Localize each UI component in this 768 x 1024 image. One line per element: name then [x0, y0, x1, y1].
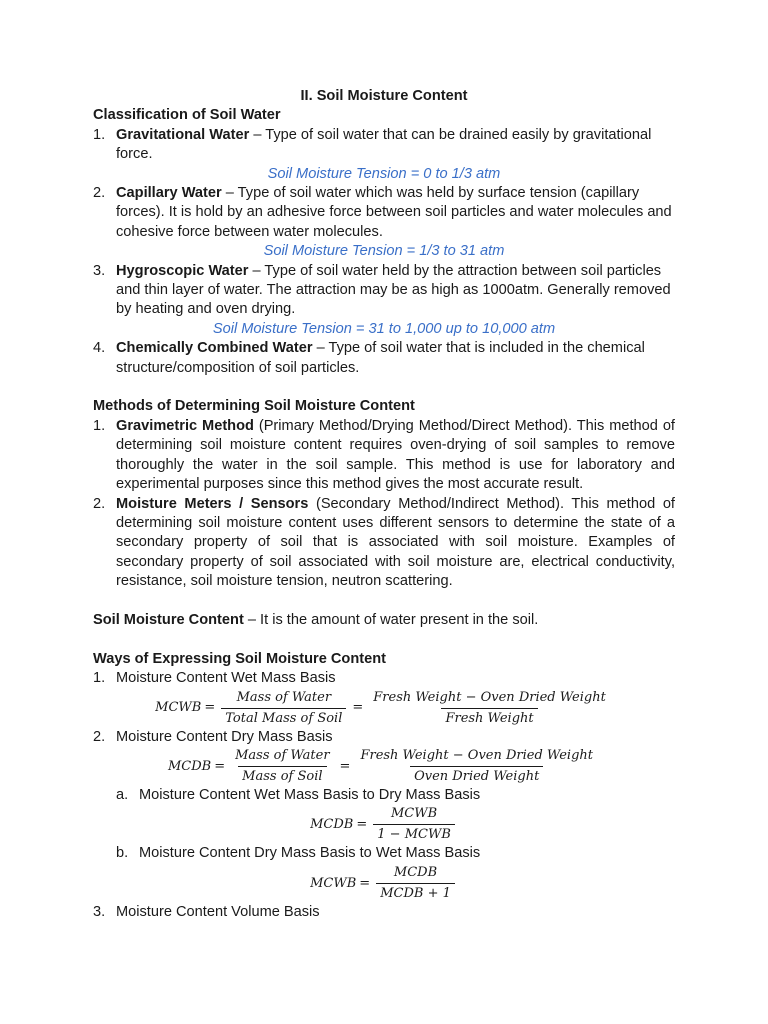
- term: Chemically Combined Water: [116, 340, 313, 357]
- list-item: 1. Moisture Content Wet Mass Basis: [93, 670, 336, 687]
- tension-note: Soil Moisture Tension = 1/3 to 31 atm: [263, 243, 505, 260]
- page-title: II. Soil Moisture Content: [300, 88, 468, 104]
- equation-mcdb: MCDB = $\frac{\text{Mass of Water}}{\text{Mass of Soil}}$ = $\frac{\text{Fresh Weight − Oven Dried Weight}}{\text{Oven Dried Weight}}$: [167, 747, 593, 784]
- tension-note: Soil Moisture Tension = 31 to 1,000 up to 10,000 atm: [212, 320, 556, 337]
- term: Gravimetric Method: [116, 417, 254, 434]
- classification-heading: Classification of Soil Water: [93, 107, 281, 124]
- list-item: 2. Moisture Content Dry Mass Basis: [93, 728, 333, 745]
- ways-heading: Ways of Expressing Soil Moisture Content: [93, 650, 386, 667]
- term: Hygroscopic Water: [116, 262, 249, 279]
- tension-note: Soil Moisture Tension = 0 to 1/3 atm: [267, 165, 501, 182]
- definition: Soil Moisture Content – It is the amount of water present in the soil.: [93, 611, 539, 628]
- term: Capillary Water: [116, 185, 222, 202]
- term: Gravitational Water: [116, 126, 250, 143]
- equation-mcwb: MCWB = $\frac{\text{Mass of Water}}{\text{Total Mass of Soil}}$ = $\frac{\text{Fresh Weight − Oven Dried Weight}}{\text{Fresh Weight}}$: [155, 689, 606, 726]
- list-item: 4. Chemically Combined Water – Type of soil water that is included in the chemical structure/composition of soil particles.: [93, 340, 645, 376]
- list-item: 3. Moisture Content Volume Basis: [93, 903, 320, 920]
- list-item: 3. Hygroscopic Water – Type of soil water held by the attraction between soil particles and thin layer of water. The attraction may be as high as 1000atm. Generally removed by heating and oven drying.: [93, 262, 671, 318]
- equation-wet-to-dry: MCDB = $\frac{\text{MCWB}}{\text{1 − MCWB}}$: [93, 805, 675, 844]
- list-item: 1. Gravitational Water – Type of soil water that can be drained easily by gravitational force.: [93, 126, 652, 163]
- methods-heading: Methods of Determining Soil Moisture Content: [93, 398, 415, 415]
- list-item: 1. Gravimetric Method (Primary Method/Drying Method/Direct Method). This method of determining soil moisture content requires oven-drying of soil samples to remove thoroughly the water in the soil sample. This method is use for laboratory and experimental purposes since this method gives the most accurate result.: [93, 417, 675, 493]
- document-page: [93, 87, 675, 922]
- list-item: 2. Capillary Water – Type of soil water which was held by surface tension (capillary forces). It is hold by an adhesive force between soil particles and water molecules and cohesive force between water molecules.: [93, 185, 672, 240]
- sub-item: b. Moisture Content Dry Mass Basis to Wet Mass Basis: [116, 845, 481, 862]
- term: Moisture Meters / Sensors: [116, 495, 309, 512]
- equation-dry-to-wet: MCWB = $\frac{\text{MCDB}}{\text{MCDB + 1}}$: [93, 864, 675, 903]
- sub-item: a. Moisture Content Wet Mass Basis to Dry Mass Basis: [116, 786, 481, 803]
- list-item: 2. Moisture Meters / Sensors (Secondary Method/Indirect Method). This method of determining soil moisture content uses different sensors to determine the state of a secondary property of soil that is associated with soil moisture. Examples of secondary property of soil associated with soil moisture are, electrical conductivity, resistance, soil moisture tension, neutron scattering.: [93, 495, 675, 590]
